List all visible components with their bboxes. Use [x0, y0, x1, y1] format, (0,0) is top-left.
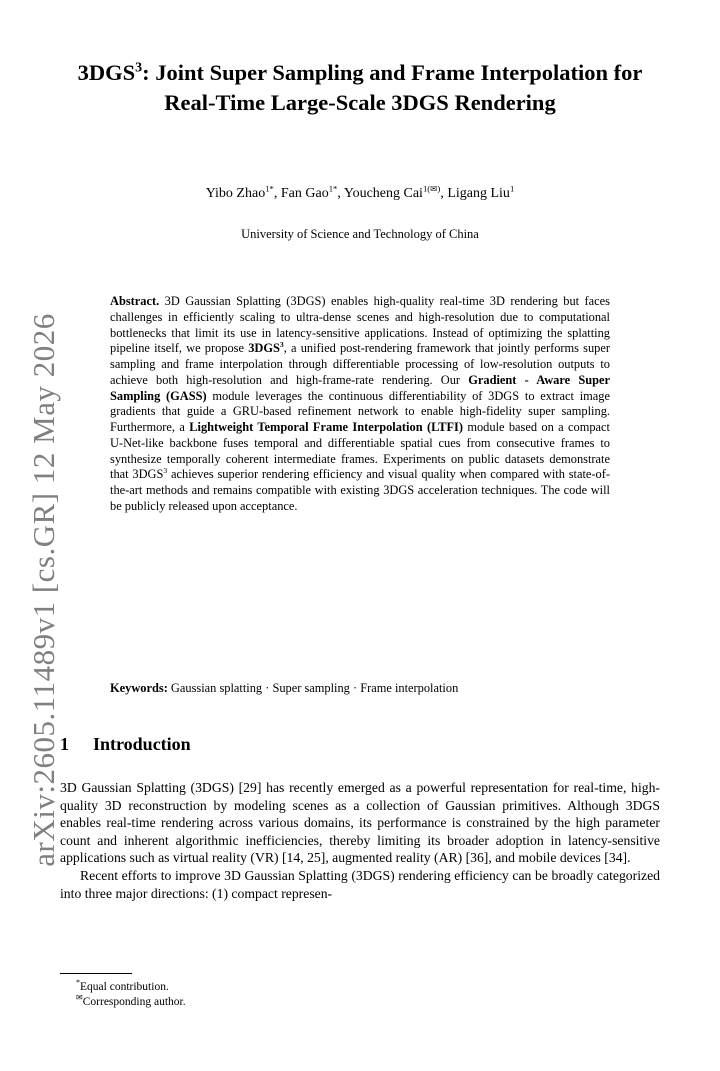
footnote-text: Corresponding author.	[82, 996, 186, 1008]
title-post: : Joint Super Sampling and Frame Interpolation for Real-Time Large-Scale 3DGS Rendering	[142, 60, 643, 115]
body-text	[60, 779, 660, 902]
title-pre: 3DGS	[77, 60, 136, 85]
affiliation: University of Science and Technology of China	[241, 227, 479, 241]
abstract	[110, 294, 610, 515]
body-paragraph: Recent efforts to improve 3D Gaussian Splatting (3DGS) rendering efficiency can be broadly categorized into three major directions: (1) compact represen-	[60, 867, 660, 901]
keywords-text: Gaussian splatting · Super sampling · Frame interpolation	[167, 681, 459, 695]
keywords	[110, 680, 610, 696]
abstract-text: 3D Gaussian Splatting (3DGS) enables high-quality real-time 3D rendering but faces challenges in efficiently scaling to ultra-dense scenes and high-resolution due to computational bottlenecks that limit its use in latency-sensitive applications. Instead of optimizing the splatting pipeline itself, we propose	[110, 294, 610, 356]
abstract-paragraph	[110, 294, 610, 515]
author-name: Youcheng Cai	[343, 186, 423, 201]
footnote	[60, 980, 660, 995]
title-sup: 3	[135, 60, 143, 76]
footnote-mark: *	[76, 978, 81, 988]
abstract-sup: 3	[163, 466, 168, 476]
arxiv-stamp-text: arXiv:2605.11489v1 [cs.GR] 12 May 2026	[26, 313, 61, 867]
paper-title	[60, 58, 660, 118]
author-mark: 1*	[328, 183, 338, 194]
author-mark: 1*	[265, 183, 274, 194]
footnotes	[60, 980, 660, 1010]
method-name-sup: 3	[279, 340, 284, 350]
author-mark: 1(✉)	[422, 183, 441, 194]
abstract-text: achieves superior rendering efficiency and visual quality when compared with state-of-the-art methods and remains compatible with existing 3DGS acceleration techniques. The code will be publicly released upon acceptance.	[110, 467, 610, 513]
author-name: Yibo Zhao	[205, 186, 266, 201]
author-name: Fan Gao	[280, 186, 329, 201]
abstract-label: Abstract.	[110, 294, 160, 308]
abstract-gass-name: Gradient - Aware Super Sampling (GASS)	[110, 372, 610, 403]
footnote-text: Equal contribution.	[80, 981, 169, 993]
section-number: 1	[60, 734, 69, 754]
method-name-text: 3DGS	[248, 341, 280, 356]
author-name: Ligang Liu	[447, 186, 510, 201]
author-mark: 1	[509, 183, 515, 194]
footnote	[60, 995, 660, 1010]
abstract-text: , a unified post-rendering framework that jointly performs super sampling and frame interpolation through differentiable processing of low-resolution outputs to achieve both high-resolution and high-frame-rate rendering. Our	[110, 341, 611, 387]
footnote-rule	[60, 973, 132, 974]
section-heading	[60, 733, 660, 755]
abstract-method-name	[248, 341, 284, 355]
author-list: Yibo Zhao$^{1*}$, Fan Gao$^{1*}$, Youcheng Cai$^{1(✉)}$, Ligang Liu$^1$	[205, 183, 515, 201]
keywords-label: Keywords:	[110, 681, 168, 695]
footnote-mark: ✉	[76, 993, 83, 1003]
abstract-text: module based on a compact U-Net-like backbone fuses temporal and differentiable spatial cues from consecutive frames to synthesize temporally coherent intermediate frames. Experiments on public datasets demonstrate that 3DGS	[110, 420, 610, 482]
abstract-ltfi-name: Lightweight Temporal Frame Interpolation (LTFI)	[189, 420, 463, 434]
abstract-text: module leverages the continuous differentiability of 3DGS to extract image gradients that guide a GRU-based refinement network to enable high-fidelity super sampling. Furthermore, a	[110, 388, 610, 434]
body-paragraph: 3D Gaussian Splatting (3DGS) [29] has recently emerged as a powerful representation for real-time, high-quality 3D reconstruction by modeling scenes as a collection of Gaussian primitives. Although 3DGS enables real-time rendering across various domains, its performance is constrained by the high parameter count and inherent algorithmic inefficiencies, thereby limiting its broader adoption in latency-sensitive applications such as virtual reality (VR) [14, 25], augmented reality (AR) [36], and mobile devices [34].	[60, 780, 660, 866]
section-title: Introduction	[93, 734, 191, 754]
